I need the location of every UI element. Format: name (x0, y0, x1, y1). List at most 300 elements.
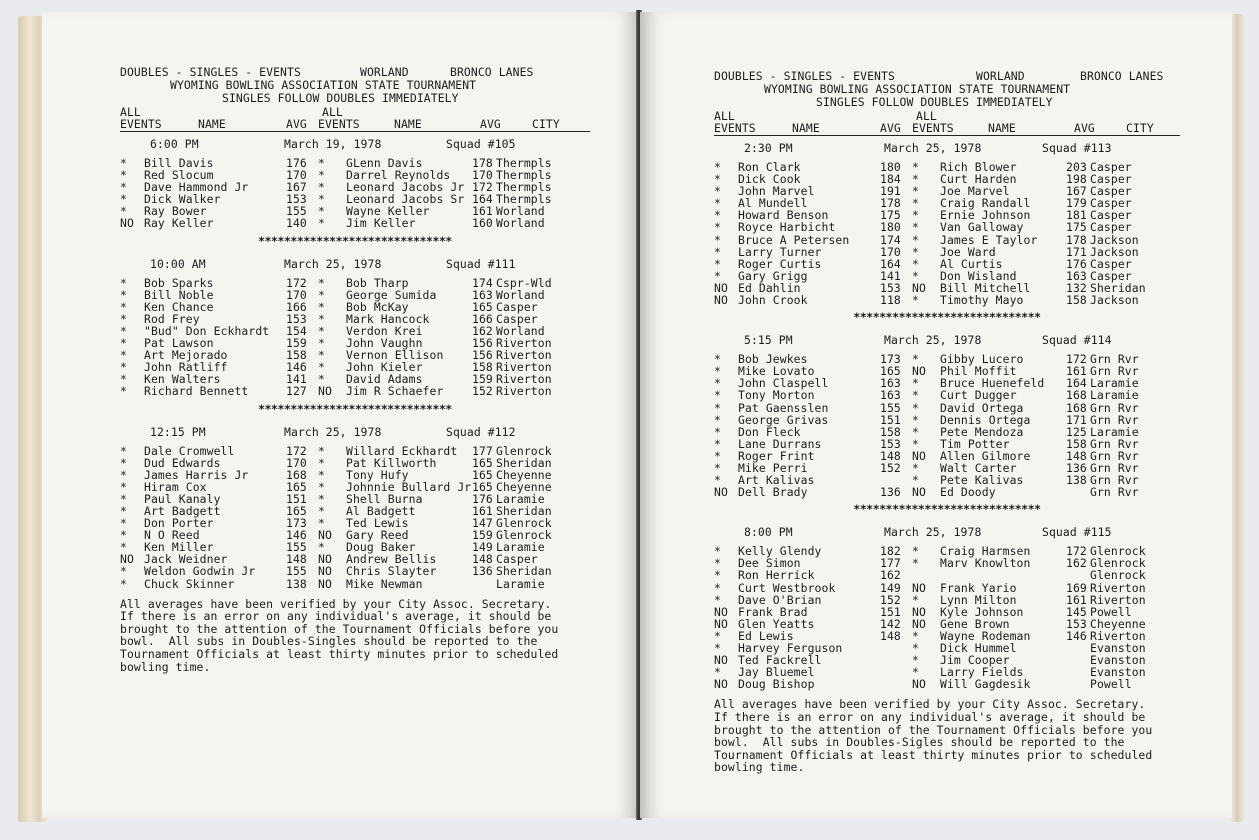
team-city: Cheyenne (496, 467, 552, 482)
bowler-name-1: Frank Brad (738, 604, 808, 619)
squad-number: Squad #114 (1042, 333, 1112, 348)
bowler-name-1: Bill Davis (144, 156, 214, 170)
squad-date: March 25, 1978 (884, 525, 982, 540)
team-city: Evanston (1090, 641, 1146, 655)
bowler-row (714, 594, 1180, 606)
averages-footnote: All averages have been verified by your City Assoc. Secretary. If there is an error on any individual's average, it should be brought to the attention of the Tournament Officials before you bowl. All subs in Doubles-Sigles should be reported to the Tournament Officials at least thirty minutes prior to scheduled bowling time. (714, 697, 1153, 775)
squad-separator: ***************************** (853, 310, 1041, 325)
bowler-name-2: Doug Baker (346, 540, 416, 555)
bowler-name-2: Gary Reed (346, 528, 409, 543)
all-events-2: * (318, 455, 325, 470)
left-page (42, 12, 638, 818)
bowler-avg-1: 154 (286, 323, 307, 338)
all-events-2: * (912, 628, 919, 643)
bowler-avg-2: 172 (472, 180, 493, 195)
all-events-1: * (120, 540, 127, 555)
all-events-2: * (912, 388, 919, 403)
all-events-2: * (912, 256, 919, 271)
all-events-1: * (714, 160, 721, 174)
all-events-1: * (120, 156, 127, 170)
all-events-1: * (120, 384, 127, 399)
all-events-2: * (318, 216, 325, 231)
bowler-avg-1: 148 (286, 552, 307, 567)
all-events-1: * (120, 275, 127, 290)
bowler-avg-1: 165 (286, 503, 307, 518)
bowler-name-1: Art Badgett (144, 503, 221, 518)
bowler-name-1: Pat Lawson (144, 336, 214, 351)
bowler-name-1: John Crook (738, 293, 808, 308)
bowler-name-1: Rod Frey (144, 311, 200, 326)
bowler-name-1: Don Porter (144, 516, 214, 531)
bowler-name-1: Ted Fackrell (738, 653, 822, 668)
bowler-avg-1: 155 (286, 540, 307, 555)
all-events-1: * (120, 360, 127, 375)
bowler-row (714, 221, 1180, 233)
bowler-name-2: Bruce Huenefeld (940, 376, 1045, 391)
bowler-name-2: Dennis Ortega (940, 412, 1031, 427)
bowler-name-1: Doug Bishop (738, 677, 815, 692)
bowler-avg-1: 176 (286, 156, 307, 170)
bowler-avg-1: 155 (286, 564, 307, 579)
bowler-avg-2: 164 (472, 192, 493, 207)
bowler-avg-2: 163 (472, 287, 493, 302)
bowler-avg-1: 148 (880, 448, 901, 463)
col-all-2: ALL (322, 105, 343, 119)
all-events-2: * (912, 424, 919, 439)
all-events-1: * (714, 568, 721, 583)
team-city: Casper (496, 552, 538, 567)
page-stack-right-edge (1230, 14, 1244, 822)
all-events-2: * (912, 556, 919, 571)
bowler-name-2: Phil Moffit (940, 364, 1017, 379)
team-city: Laramie (1090, 376, 1139, 391)
col-name-1: NAME (792, 121, 820, 135)
booklet (18, 6, 1244, 832)
all-events-2: NO (912, 280, 926, 295)
squad-header (120, 258, 590, 270)
all-events-1: NO (120, 216, 134, 231)
all-events-2: * (912, 641, 919, 655)
bowler-name-2: Jim Keller (346, 216, 416, 231)
all-events-2: * (912, 473, 919, 488)
all-events-2: * (912, 665, 919, 680)
squad-time: 10:00 AM (150, 256, 206, 271)
bowler-avg-1: 184 (880, 172, 901, 187)
squad-number: Squad #112 (446, 424, 516, 439)
col-name-1: NAME (198, 117, 226, 131)
bowler-row (714, 606, 1180, 618)
all-events-1: * (714, 400, 721, 415)
team-city: Casper (496, 299, 538, 314)
bowler-avg-2: 166 (472, 311, 493, 326)
bowler-avg-2: 174 (472, 275, 493, 290)
header-tournament: WYOMING BOWLING ASSOCIATION STATE TOURNAMENT (764, 82, 1071, 96)
team-city: Jackson (1090, 293, 1139, 308)
bowler-avg-2: 146 (1066, 628, 1087, 643)
all-events-2: * (318, 311, 325, 326)
header-tournament: WYOMING BOWLING ASSOCIATION STATE TOURNAMENT (170, 78, 477, 92)
team-city: Grn Rvr (1090, 460, 1139, 475)
bowler-avg-1: 163 (880, 376, 901, 391)
all-events-2: * (318, 540, 325, 555)
all-events-1: * (120, 443, 127, 458)
bowler-avg-2: 163 (1066, 268, 1087, 283)
team-city: Casper (1090, 208, 1132, 223)
all-events-1: * (714, 544, 721, 559)
team-city: Cheyenne (496, 479, 552, 494)
bowler-avg-1: 177 (880, 556, 901, 571)
col-avg-1: AVG (880, 121, 901, 135)
all-events-2: * (318, 503, 325, 518)
bowler-name-2: Bill Mitchell (940, 280, 1031, 295)
bowler-avg-2: 156 (472, 336, 493, 351)
all-events-2: * (912, 293, 919, 308)
header-city: WORLAND (360, 65, 409, 79)
bowler-avg-1: 170 (286, 287, 307, 302)
bowler-name-2: Darrel Reynolds (346, 168, 451, 183)
col-events-2: EVENTS (912, 121, 954, 135)
bowler-name-1: Dale Cromwell (144, 443, 235, 458)
bowler-avg-1: 149 (880, 580, 901, 595)
squad-time: 2:30 PM (744, 141, 793, 155)
bowler-name-2: Chris Slayter (346, 564, 437, 579)
bowler-name-1: Ron Herrick (738, 568, 815, 583)
team-city: Laramie (1090, 424, 1139, 439)
all-events-1: * (120, 479, 127, 494)
bowler-row (714, 294, 1180, 306)
bowler-avg-2: 125 (1066, 424, 1087, 439)
bowler-name-1: Roger Frint (738, 448, 815, 463)
all-events-1: * (120, 503, 127, 518)
bowler-avg-1: 168 (286, 467, 307, 482)
all-events-2: * (912, 412, 919, 427)
bowler-name-1: George Grivas (738, 412, 829, 427)
team-city: Casper (1090, 220, 1132, 235)
bowler-name-2: Frank Yario (940, 580, 1017, 595)
bowler-avg-2: 172 (1066, 544, 1087, 559)
all-events-2: * (912, 208, 919, 223)
all-events-1: * (120, 168, 127, 183)
bowler-avg-2: 145 (1066, 604, 1087, 619)
team-city: Glenrock (1090, 568, 1146, 583)
bowler-name-2: Wayne Keller (346, 204, 430, 219)
bowler-name-2: Gene Brown (940, 616, 1010, 631)
all-events-2: NO (912, 485, 926, 500)
all-events-1: * (714, 376, 721, 391)
col-events-2: EVENTS (318, 117, 360, 131)
bowler-avg-1: 163 (880, 388, 901, 403)
bowler-name-1: Hiram Cox (144, 479, 207, 494)
all-events-1: * (714, 256, 721, 271)
bowler-avg-2: 158 (1066, 436, 1087, 451)
team-city: Worland (496, 323, 545, 338)
bowler-avg-1: 173 (880, 352, 901, 367)
bowler-avg-2: 165 (472, 299, 493, 314)
bowler-name-2: Craig Harmsen (940, 544, 1031, 559)
bowler-name-2: Mark Hancock (346, 311, 430, 326)
all-events-2: NO (318, 552, 332, 567)
all-events-2: * (912, 172, 919, 187)
all-events-1: NO (714, 485, 728, 500)
bowler-avg-2: 178 (472, 156, 493, 170)
all-events-1: * (714, 448, 721, 463)
all-events-2: * (912, 184, 919, 199)
bowler-name-2: Mike Newman (346, 576, 423, 591)
bowler-name-2: Pete Kalivas (940, 473, 1024, 488)
bowler-avg-2: 153 (1066, 616, 1087, 631)
bowler-avg-2: 171 (1066, 412, 1087, 427)
team-city: Riverton (496, 336, 552, 351)
team-city: Glenrock (1090, 544, 1146, 559)
bowler-avg-1: 153 (880, 280, 901, 295)
bowler-name-1: Larry Turner (738, 244, 822, 259)
bowler-name-1: Lane Durrans (738, 436, 822, 451)
bowler-name-2: Al Badgett (346, 503, 416, 518)
bowler-avg-2: 162 (472, 323, 493, 338)
squad-header (714, 142, 1180, 154)
bowler-row (120, 578, 590, 590)
all-events-1: * (714, 184, 721, 199)
bowler-avg-2: 161 (472, 503, 493, 518)
team-city: Cheyenne (1090, 616, 1146, 631)
bowler-name-2: Allen Gilmore (940, 448, 1031, 463)
all-events-2: * (318, 467, 325, 482)
all-events-2: * (912, 232, 919, 247)
bowler-avg-2: 165 (472, 479, 493, 494)
all-events-2: * (318, 299, 325, 314)
all-events-1: * (120, 204, 127, 219)
bowler-name-1: Ray Keller (144, 216, 214, 231)
bowler-name-1: Mike Lovato (738, 364, 815, 379)
bowler-avg-1: 152 (880, 592, 901, 607)
bowler-name-2: Willard Eckhardt (346, 443, 458, 458)
bowler-avg-2: 168 (1066, 400, 1087, 415)
all-events-2: * (912, 436, 919, 451)
col-name-2: NAME (988, 121, 1016, 135)
all-events-2: * (318, 360, 325, 375)
bowler-avg-2: 165 (472, 455, 493, 470)
bowler-name-2: Joe Ward (940, 244, 996, 259)
col-city: CITY (532, 117, 560, 131)
bowler-avg-2: 165 (472, 467, 493, 482)
team-city: Grn Rvr (1090, 412, 1139, 427)
team-city: Sheridan (496, 503, 552, 518)
all-events-1: NO (120, 552, 134, 567)
bowler-name-1: Kelly Glendy (738, 544, 822, 559)
all-events-2: NO (318, 564, 332, 579)
all-events-2: * (912, 244, 919, 259)
team-city: Sheridan (496, 455, 552, 470)
all-events-2: * (318, 192, 325, 207)
bowler-name-2: Rich Blower (940, 160, 1017, 174)
team-city: Thermpls (496, 192, 552, 207)
bowler-avg-2: 172 (1066, 352, 1087, 367)
bowler-name-1: Ken Miller (144, 540, 214, 555)
bowler-avg-2: 152 (472, 384, 493, 399)
all-events-1: * (714, 172, 721, 187)
bowler-name-1: Dick Walker (144, 192, 221, 207)
bowler-name-1: Bruce A Petersen (738, 232, 850, 247)
all-events-1: * (714, 196, 721, 211)
bowler-avg-1: 164 (880, 256, 901, 271)
bowler-name-2: John Vaughn (346, 336, 423, 351)
all-events-2: * (912, 653, 919, 668)
all-events-2: * (912, 592, 919, 607)
all-events-1: * (714, 412, 721, 427)
col-avg-2: AVG (1074, 121, 1095, 135)
all-events-2: * (318, 516, 325, 531)
team-city: Evanston (1090, 665, 1146, 680)
all-events-1: * (714, 580, 721, 595)
bowler-row (120, 289, 590, 301)
col-all-2: ALL (916, 109, 937, 123)
all-events-1: * (120, 323, 127, 338)
squad-header (714, 526, 1180, 538)
col-all-1: ALL (714, 109, 735, 123)
bowler-avg-2: 132 (1066, 280, 1087, 295)
team-city: Grn Rvr (1090, 400, 1139, 415)
bowler-name-1: Bob Sparks (144, 275, 214, 290)
all-events-2: * (318, 372, 325, 387)
bowler-avg-2: 203 (1066, 160, 1087, 174)
bowler-name-1: Dave O'Brian (738, 592, 822, 607)
bowler-avg-2: 159 (472, 528, 493, 543)
squad-time: 12:15 PM (150, 424, 206, 439)
bowler-avg-2: 170 (472, 168, 493, 183)
squad-time: 6:00 PM (150, 137, 199, 151)
bowler-name-1: Tony Morton (738, 388, 815, 403)
all-events-1: * (714, 473, 721, 488)
bowler-row (120, 217, 590, 229)
bowler-name-2: Timothy Mayo (940, 293, 1024, 308)
all-events-2: * (318, 491, 325, 506)
bowler-avg-1: 175 (880, 208, 901, 223)
bowler-avg-1: 167 (286, 180, 307, 195)
bowler-avg-1: 127 (286, 384, 307, 399)
bowler-name-1: Paul Kanaly (144, 491, 221, 506)
bowler-avg-1: 141 (286, 372, 307, 387)
squad-header (120, 138, 590, 150)
bowler-name-2: Ted Lewis (346, 516, 409, 531)
bowler-name-1: John Marvel (738, 184, 815, 199)
bowler-name-1: Weldon Godwin Jr (144, 564, 256, 579)
all-events-1: * (714, 220, 721, 235)
bowler-name-2: Al Curtis (940, 256, 1003, 271)
all-events-2: * (912, 352, 919, 367)
bowler-name-2: Jim R Schaefer (346, 384, 444, 399)
bowler-name-1: Jack Weidner (144, 552, 228, 567)
bowler-avg-2: 161 (1066, 364, 1087, 379)
bowler-name-2: Tim Potter (940, 436, 1010, 451)
bowler-avg-1: 180 (880, 160, 901, 174)
all-events-1: * (714, 244, 721, 259)
all-events-2: * (912, 460, 919, 475)
bowler-name-1: Bob Jewkes (738, 352, 808, 367)
bowler-avg-1: 153 (286, 192, 307, 207)
bowler-name-2: Tony Hufy (346, 467, 409, 482)
bowler-name-1: Ken Walters (144, 372, 221, 387)
squad-separator: ****************************** (258, 401, 452, 416)
all-events-1: * (120, 491, 127, 506)
bowler-avg-2: 167 (1066, 184, 1087, 199)
header-lanes: BRONCO LANES (1080, 69, 1164, 83)
bowler-name-1: Pat Gaensslen (738, 400, 829, 415)
bowler-name-2: Leonard Jacobs Jr (346, 180, 465, 195)
team-city: Riverton (496, 372, 552, 387)
team-city: Riverton (496, 360, 552, 375)
all-events-1: NO (714, 280, 728, 295)
bowler-name-1: Art Mejorado (144, 348, 228, 363)
squad-header (120, 426, 590, 438)
header-city: WORLAND (976, 69, 1025, 83)
squad-date: March 25, 1978 (284, 424, 382, 439)
all-events-1: * (714, 460, 721, 475)
all-events-1: * (714, 364, 721, 379)
col-avg-1: AVG (286, 117, 307, 131)
team-city: Jackson (1090, 244, 1139, 259)
bowler-name-2: Van Galloway (940, 220, 1024, 235)
all-events-2: * (912, 220, 919, 235)
bowler-name-1: Mike Perri (738, 460, 808, 475)
team-city: Cspr-Wld (496, 275, 552, 290)
team-city: Glenrock (496, 516, 552, 531)
bowler-avg-2: 159 (472, 372, 493, 387)
col-avg-2: AVG (480, 117, 501, 131)
bowler-avg-2: 147 (472, 516, 493, 531)
bowler-name-1: "Bud" Don Eckhardt (144, 323, 270, 338)
all-events-2: * (912, 376, 919, 391)
team-city: Sheridan (496, 564, 552, 579)
team-city: Casper (496, 311, 538, 326)
bowler-avg-2: 158 (472, 360, 493, 375)
bowler-name-1: Red Slocum (144, 168, 214, 183)
bowler-avg-2: 177 (472, 443, 493, 458)
bowler-avg-2: 198 (1066, 172, 1087, 187)
bowler-row (120, 457, 590, 469)
bowler-name-2: Larry Fields (940, 665, 1024, 680)
bowler-name-1: Dick Cook (738, 172, 801, 187)
bowler-avg-1: 170 (880, 244, 901, 259)
all-events-1: * (120, 516, 127, 531)
bowler-name-2: Bob Tharp (346, 275, 409, 290)
all-events-1: * (714, 641, 721, 655)
bowler-avg-2: 162 (1066, 556, 1087, 571)
bowler-avg-1: 153 (286, 311, 307, 326)
team-city: Riverton (496, 384, 552, 399)
team-city: Jackson (1090, 232, 1139, 247)
bowler-avg-1: 170 (286, 455, 307, 470)
bowler-avg-1: 151 (880, 412, 901, 427)
all-events-2: * (318, 348, 325, 363)
bowler-name-1: Royce Harbicht (738, 220, 836, 235)
bowler-row (714, 426, 1180, 438)
squad-separator: ****************************** (258, 233, 452, 248)
team-city: Thermpls (496, 168, 552, 183)
bowler-name-2: Lynn Milton (940, 592, 1017, 607)
bowler-avg-1: 155 (880, 400, 901, 415)
bowler-avg-1: 151 (286, 491, 307, 506)
team-city: Sheridan (1090, 280, 1146, 295)
bowler-name-1: Glen Yeatts (738, 616, 815, 631)
all-events-1: * (120, 467, 127, 482)
all-events-2: NO (318, 528, 332, 543)
bowler-name-2: Pat Killworth (346, 455, 437, 470)
bowler-name-2: Dick Hummel (940, 641, 1017, 655)
team-city: Riverton (1090, 628, 1146, 643)
bowler-name-1: Roger Curtis (738, 256, 822, 271)
bowler-name-1: Ray Bower (144, 204, 207, 219)
bowler-avg-1: 153 (880, 436, 901, 451)
